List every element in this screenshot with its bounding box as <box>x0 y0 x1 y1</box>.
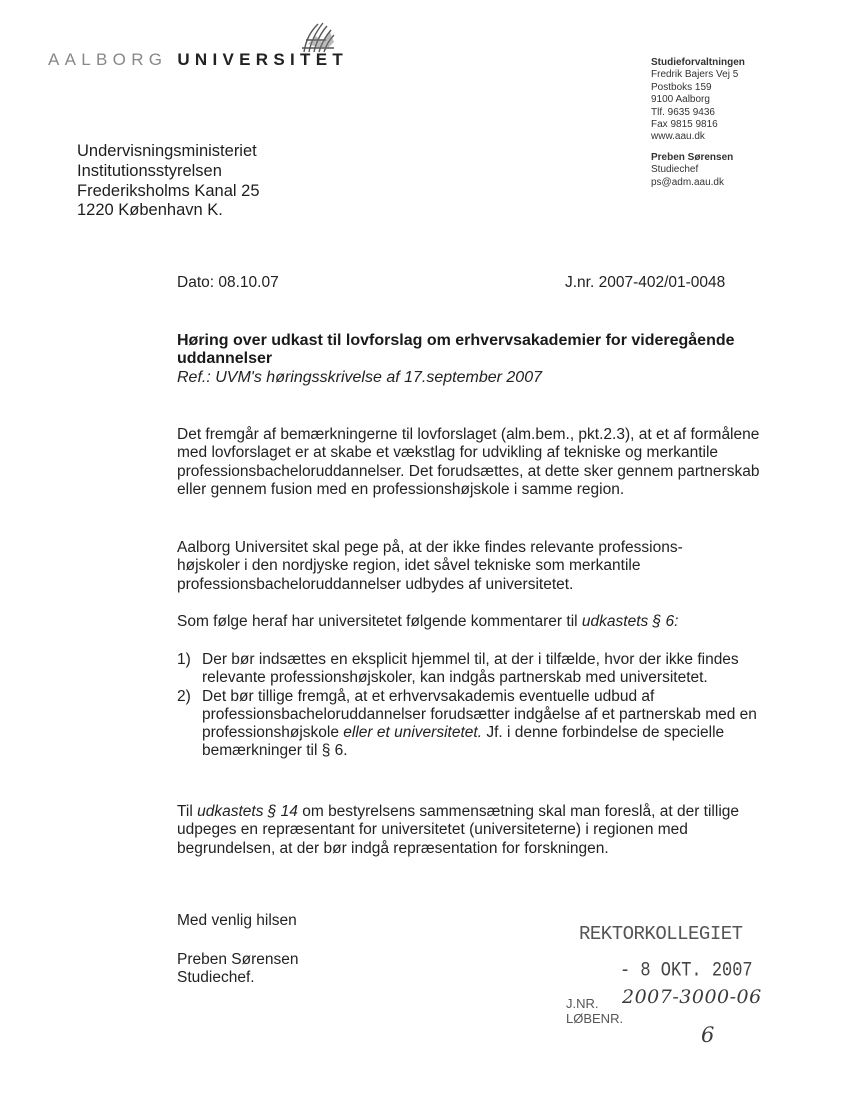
stamp-loebenr-handwritten: 6 <box>701 1023 715 1047</box>
recipient-line: 1220 København K. <box>77 201 223 220</box>
list-item <box>177 688 777 761</box>
university-name-bold: UNIVERSITET <box>177 50 349 69</box>
received-stamp-date: - 8 OKT. 2007 <box>620 960 753 983</box>
sender-person-email: ps@adm.aau.dk <box>651 176 724 188</box>
comment-list <box>177 651 777 761</box>
body-paragraph: Det fremgår af bemærkningerne til lovforslaget (alm.bem., pkt.2.3), at et af formålene med lovforslaget er at skabe et vækstlag for udvikling af tekniske og merkantile professionsbacheloruddannelser. Det forudsættes, at dette sker gennem partnerskab eller gennem fusion med en professionshøjskole i samme region. <box>177 426 760 498</box>
aau-seal-icon <box>296 18 340 54</box>
recipient-line: Undervisningsministeriet <box>77 142 257 160</box>
law-reference: udkastets § 6: <box>581 613 679 630</box>
recipient-address <box>77 142 260 221</box>
journal-number: J.nr. 2007-402/01-0048 <box>565 274 726 291</box>
body-text: Til <box>177 803 198 820</box>
received-stamp-title: REKTORKOLLEGIET <box>579 923 743 945</box>
signatory-name: Preben Sørensen <box>177 951 299 968</box>
signature-block <box>177 951 299 988</box>
sender-person-name: Preben Sørensen <box>651 151 734 163</box>
list-item-text: Det bør tillige fremgå, at et erhvervsakademis eventuelle udbud af professionsbacheloruddannelser forudsætter indgåelse af et partnerskab med en professionshøjskole <box>202 687 757 742</box>
sender-web: www.aau.dk <box>651 131 705 143</box>
body-paragraph <box>177 539 777 594</box>
sender-department: Studieforvaltningen <box>651 57 745 68</box>
sender-fax: Fax 9815 9816 <box>651 119 718 131</box>
body-text: Som følge heraf har universitetet følgende kommentarer til <box>177 613 582 630</box>
law-reference: udkastets § 14 <box>197 803 298 820</box>
list-item <box>177 651 777 688</box>
recipient-line: Institutionsstyrelsen <box>77 161 222 180</box>
body-paragraph <box>177 613 777 631</box>
university-name-light: AALBORG <box>48 50 168 69</box>
sender-street: Fredrik Bajers Vej 5 <box>651 69 739 81</box>
subject-reference: Ref.: UVM's høringsskrivelse af 17.september 2007 <box>177 369 542 386</box>
sender-contact-block <box>651 57 745 189</box>
list-item-text: Der bør indsættes en eksplicit hjemmel til, at der i tilfælde, hvor der ikke findes relevante professionshøjskoler, kan indgås partnerskab med universitetet. <box>202 651 739 687</box>
letter-date: Dato: 08.10.07 <box>177 274 279 291</box>
signatory-title: Studiechef. <box>177 969 255 987</box>
list-number: 1) <box>177 651 191 668</box>
subject-title: Høring over udkast til lovforslag om erhvervsakademier for videregående uddannelser <box>177 332 735 367</box>
stamp-jnr-label: J.NR. <box>566 996 599 1011</box>
body-text: om bestyrelsens sammensætning skal man foreslå, at der tillige udpeges en repræsentant for universitetet (universiteterne) i regionen med begrundelsen, at der bør indgå repræsentation for forskningen. <box>177 803 739 857</box>
stamp-jnr-handwritten: 2007-3000-06 <box>622 986 762 1008</box>
university-name <box>48 50 348 70</box>
list-number: 2) <box>177 687 191 705</box>
list-item-text: Jf. i denne forbindelse de specielle bemærkninger til § 6. <box>202 724 725 760</box>
sender-pobox: Postboks 159 <box>651 81 712 93</box>
sender-person-title: Studiechef <box>651 164 699 176</box>
sender-city: 9100 Aalborg <box>651 94 710 106</box>
body-paragraph <box>177 803 777 858</box>
recipient-line: Frederiksholms Kanal 25 <box>77 181 260 200</box>
body-line: højskoler i den nordjyske region, idet såvel tekniske som merkantile <box>177 557 641 575</box>
list-item-emphasis: eller et universitetet. <box>343 724 483 742</box>
closing-greeting: Med venlig hilsen <box>177 912 297 929</box>
sender-phone: Tlf. 9635 9436 <box>651 106 715 118</box>
body-line: professionsbacheloruddannelser udbydes af universitetet. <box>177 575 574 593</box>
stamp-loebenr-label: LØBENR. <box>566 1011 624 1026</box>
body-line: Aalborg Universitet skal pege på, at der ikke findes relevante professions- <box>177 539 683 556</box>
